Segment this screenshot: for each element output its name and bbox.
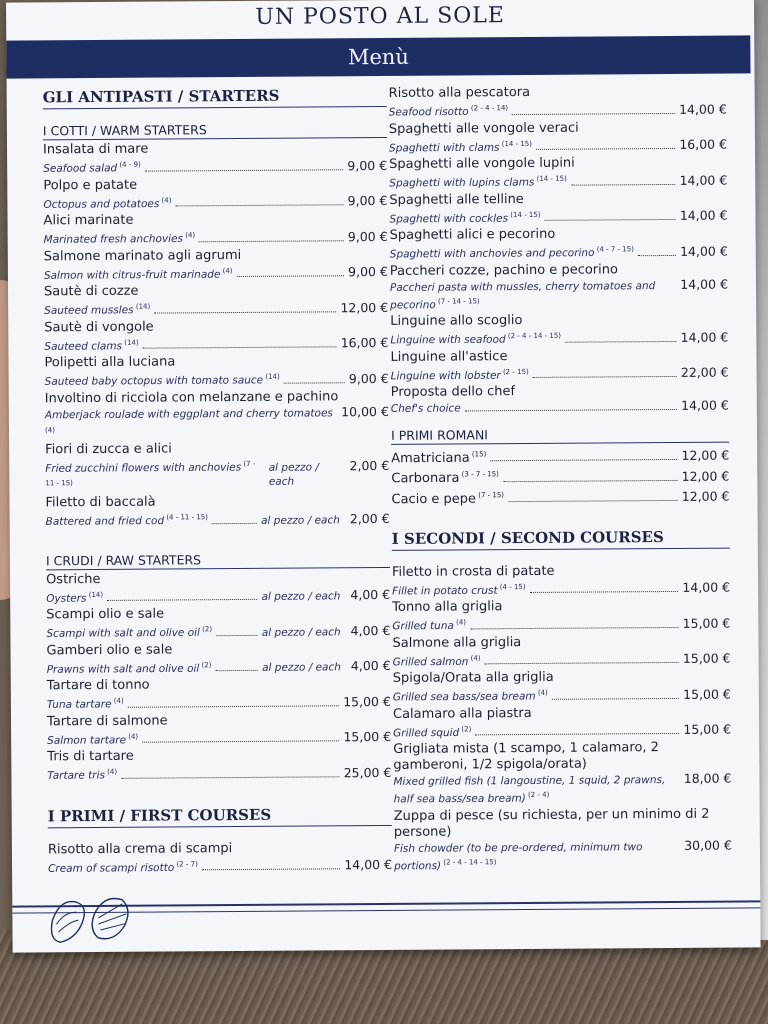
dish-line [393, 721, 731, 741]
dish-price: 18,00 € [683, 771, 732, 787]
dish-translation: Tartare tris $^{(4)}$ [47, 767, 118, 782]
allergen-codes: (4 - 11 - 15) [164, 513, 209, 522]
dish-price: 4,00 € [350, 586, 391, 603]
dish-price: 16,00 € [340, 334, 389, 351]
allergen-codes: (2 - 4) [525, 791, 550, 800]
dish-name: Cacio e pepe $^{(7 - 15)}$ [391, 490, 505, 507]
dish-price: 15,00 € [683, 722, 732, 738]
dish-price: 14,00 € [680, 329, 729, 345]
dish-name: Spigola/Orata alla griglia [392, 670, 554, 687]
dish-price: 4,00 € [350, 657, 391, 674]
dish-name: Proposta dello chef [390, 384, 516, 400]
dish-name: Risotto alla crema di scampi [47, 840, 233, 857]
allergen-codes: (3 - 7 - 15) [459, 470, 499, 479]
section-title-antipasti: GLI ANTIPASTI / STARTERS [43, 86, 387, 109]
dish-line [390, 242, 728, 262]
dish-name: Zuppa di pesce (su richiesta, per un minimo di 2 persone) [393, 806, 710, 840]
dish-price: 12,00 € [681, 447, 730, 464]
dish-line [390, 277, 728, 312]
allergen-codes: (2 - 7) [174, 859, 198, 868]
allergen-codes: (4) [182, 231, 196, 240]
dish-line [44, 262, 388, 282]
dish-line [392, 579, 730, 599]
dish-translation: Spaghetti with lupins clams $^{(14 - 15)}$ [389, 174, 567, 190]
dish-line [47, 763, 391, 783]
dish-price: 9,00 € [348, 263, 388, 280]
dot-leader [216, 634, 258, 635]
dish-translation: Salmon with citrus-fruit marinade $^{(4)}$ [43, 266, 233, 282]
dot-leader [552, 698, 679, 700]
dot-leader [536, 148, 675, 150]
dish-name: Filetto di baccalà [45, 494, 156, 511]
dot-leader [490, 459, 677, 461]
dish-price: 14,00 € [679, 172, 728, 188]
dish-name: Sautè di cozze [43, 283, 139, 300]
dish-translation: Spaghetti with anchovies and pecorino $^{(4 - 7 - 15)}$ [389, 245, 634, 261]
menu-item [48, 839, 392, 875]
allergen-codes: (4) [220, 266, 233, 275]
dish-translation: Spaghetti with clams $^{(14 - 15)}$ [388, 139, 533, 154]
menu-item [392, 634, 730, 670]
dot-leader [142, 740, 339, 742]
allergen-codes: (15) [469, 450, 487, 459]
dot-leader [145, 169, 344, 171]
allergen-codes: (4 - 15) [497, 582, 526, 592]
menu-sheet [6, 0, 761, 953]
menu-item [390, 312, 728, 348]
dish-line [393, 650, 731, 670]
dish-line [392, 614, 730, 634]
dish-name: Amatriciana $^{(15)}$ [391, 450, 487, 467]
subsection-title-romani: I PRIMI ROMANI [391, 426, 729, 445]
cotti-list [43, 140, 390, 529]
menu-item [47, 711, 391, 747]
dish-price: 16,00 € [679, 136, 728, 152]
dot-leader [470, 627, 679, 629]
dish-price: 9,00 € [347, 192, 388, 209]
dish-line [45, 404, 389, 440]
dish-price: 15,00 € [343, 693, 391, 709]
primi-cont-list [389, 84, 729, 416]
section-title-primi: I PRIMI / FIRST COURSES [48, 804, 392, 827]
allergen-codes: (4) [468, 654, 481, 663]
dish-line [47, 727, 391, 747]
dish-translation: Marinated fresh anchovies $^{(4)}$ [43, 231, 196, 246]
allergen-codes: (4) [111, 696, 124, 705]
dot-leader [215, 670, 258, 671]
seashell-illustration [42, 890, 137, 953]
dish-line [389, 100, 727, 120]
dot-leader [202, 868, 341, 870]
allergen-codes: (7 - 14 - 15) [435, 296, 480, 306]
dish-price: 25,00 € [343, 764, 392, 780]
per-piece-label: al pezzo / each [268, 460, 319, 488]
dish-line [47, 656, 391, 676]
dish-translation: Oysters $^{(14)}$ [46, 590, 104, 605]
right-column [389, 84, 733, 876]
dish-line [46, 509, 390, 529]
allergen-codes: (14 - 15) [508, 210, 541, 219]
menu-item [389, 84, 727, 120]
menu-item [392, 563, 730, 599]
dot-leader [237, 275, 345, 277]
dish-name: Polipetti alla luciana [44, 354, 176, 371]
dish-price: 2,00 € [349, 510, 390, 526]
dish-line [391, 363, 729, 383]
dish-price: 14,00 € [678, 101, 727, 117]
subsection-title-crudi: I CRUDI / RAW STARTERS [46, 550, 390, 569]
section-title-secondi: I SECONDI / SECOND COURSES [392, 528, 730, 551]
allergen-codes: (2 - 4 - 14 - 15) [505, 331, 562, 341]
dot-leader [175, 204, 343, 206]
dish-translation: Mixed grilled fish (1 langoustine, 1 squid, 2 prawns, half sea bass/sea bream) $^{(2 - 4)}$ [393, 774, 666, 806]
allergen-codes: (7 - 15) [475, 490, 505, 499]
dot-leader [533, 376, 677, 378]
per-piece-label: al pezzo / each [261, 590, 341, 603]
dot-leader [571, 183, 676, 185]
dish-price: 9,00 € [347, 228, 388, 244]
dot-leader [143, 346, 337, 348]
menu-item [390, 347, 728, 383]
dish-translation: Octopus and potatoes $^{(4)}$ [43, 195, 172, 211]
menu-item [44, 317, 388, 353]
dish-translation: Salmon tartare $^{(4)}$ [47, 732, 139, 747]
dish-translation: Grilled salmon $^{(4)}$ [392, 654, 481, 669]
per-piece-label: al pezzo / each [262, 661, 341, 674]
menu-item [44, 282, 388, 318]
allergen-codes: (4) [125, 732, 139, 741]
dish-price: 22,00 € [680, 364, 729, 380]
allergen-codes: (14) [133, 302, 151, 311]
allergen-codes: (14 - 15) [534, 174, 567, 183]
dish-name: Spaghetti alle telline [389, 191, 524, 208]
dot-leader [154, 311, 336, 313]
dish-name: Calamaro alla piastra [392, 705, 532, 722]
dish-price: 14,00 € [680, 276, 729, 292]
allergen-codes: (14) [86, 590, 104, 599]
menu-item [45, 493, 389, 529]
menu-item [389, 190, 727, 226]
dish-name: Grigliata mista (1 scampo, 1 calamaro, 2 gamberoni, 1/2 spigola/orata) [393, 740, 659, 774]
menu-item [394, 807, 732, 874]
allergen-codes: (2) [199, 660, 212, 669]
allergen-codes: (2) [199, 625, 213, 634]
romani-list [391, 445, 729, 508]
dish-price: 15,00 € [343, 728, 392, 745]
dish-translation: Linguine with lobster $^{(2 - 15)}$ [390, 367, 529, 382]
dish-line [393, 772, 731, 807]
dish-price: 15,00 € [683, 686, 731, 702]
menu-item [46, 640, 390, 676]
per-piece-label: al pezzo / each [261, 625, 341, 639]
menu-item [46, 569, 390, 605]
dot-leader [565, 340, 677, 342]
dish-translation: Grilled sea bass/sea bream $^{(4)}$ [392, 689, 548, 704]
dish-price: 9,00 € [348, 370, 389, 386]
menu-item [391, 445, 729, 468]
allergen-codes: (4) [159, 195, 172, 205]
dish-name: Ostriche [45, 571, 101, 587]
allergen-codes: (4 - 7 - 15) [594, 245, 634, 254]
allergen-codes: (4) [535, 689, 548, 698]
dot-leader [485, 662, 679, 664]
dish-translation: Tuna tartare $^{(4)}$ [46, 696, 124, 711]
allergen-codes: (4) [453, 618, 467, 627]
dish-translation: Seafood salad $^{(4 - 9)}$ [43, 160, 141, 175]
dish-line [389, 171, 727, 191]
allergen-codes: (2 - 4 - 14 - 15) [441, 858, 497, 867]
dish-name: Linguine allo scoglio [390, 313, 523, 329]
dish-translation: Sauteed clams $^{(14)}$ [44, 338, 139, 353]
dish-translation: Sauteed baby octopus with tomato sauce $^{(14)}$ [44, 372, 280, 388]
dot-leader [475, 733, 679, 735]
dot-leader [128, 705, 340, 707]
dish-line [390, 328, 728, 348]
dot-leader [199, 240, 344, 242]
dish-translation: Spaghetti with cockles $^{(14 - 15)}$ [389, 210, 541, 225]
menu-item [44, 353, 388, 389]
dish-line [45, 456, 389, 493]
dish-name: Risotto alla pescatora [388, 84, 531, 101]
dish-name: Tonno alla griglia [392, 599, 503, 616]
dish-price: 14,00 € [344, 856, 393, 873]
dish-line [44, 298, 388, 318]
dish-line [394, 839, 732, 874]
dish-price: 15,00 € [682, 615, 731, 631]
dish-name: Involtino di ricciola con melanzane e pachino [44, 388, 339, 406]
dish-translation: Scampi with salt and olive oil $^{(2)}$ [46, 625, 213, 640]
crudi-list [46, 569, 391, 782]
dish-name: Fiori di zucca e alici [45, 441, 172, 458]
dish-name: Spaghetti alle vongole lupini [389, 155, 575, 172]
menu-item [393, 669, 731, 705]
menu-item [43, 140, 387, 176]
dish-name: Scampi olio e sale [46, 606, 165, 623]
dish-translation: Battered and fried cod $^{(4 - 11 - 15)}$ [45, 513, 209, 528]
dish-translation: Chef's choice [390, 402, 461, 415]
menu-item [389, 119, 727, 155]
dish-translation: Paccheri pasta with mussles, cherry tomatoes and pecorino $^{(7 - 14 - 15)}$ [389, 279, 656, 311]
dot-leader [503, 480, 678, 482]
dish-line [43, 191, 387, 211]
dish-translation: Sauteed mussles $^{(14)}$ [44, 302, 151, 317]
menu-item [393, 705, 731, 741]
dish-translation: Seafood risotto $^{(2 - 4 - 14)}$ [388, 104, 509, 119]
restaurant-name: UN POSTO AL SOLE [255, 3, 506, 30]
dish-name: Spaghetti alici e pecorino [389, 226, 556, 243]
dish-translation: Grilled squid $^{(2)}$ [393, 725, 472, 740]
menu-item [393, 740, 731, 807]
menu-title-bar [6, 35, 750, 78]
allergen-codes: (4) [104, 767, 118, 776]
dish-line [48, 855, 392, 875]
dish-line [393, 685, 731, 705]
dish-line [46, 585, 390, 605]
menu-item [43, 175, 387, 211]
dish-line [391, 399, 729, 416]
dish-translation: Fish chowder (to be pre-ordered, minimum two portions) $^{(2 - 4 - 14 - 15)}$ [393, 841, 643, 873]
dish-price: 14,00 € [681, 397, 729, 413]
left-column [43, 86, 392, 877]
allergen-codes: (7 - 11 - 15) [45, 459, 256, 487]
dish-price: 14,00 € [679, 207, 728, 223]
dish-name: Gamberi olio e sale [46, 641, 173, 658]
dish-translation: Linguine with seafood $^{(2 - 4 - 14 - 15)}$ [390, 331, 562, 347]
menu-item [391, 485, 729, 508]
dish-line [389, 135, 727, 155]
dish-name: Filetto in crosta di patate [391, 563, 555, 580]
dot-leader [530, 591, 679, 593]
dish-price: 2,00 € [349, 457, 390, 473]
primi-list [48, 839, 392, 875]
dish-price: 14,00 € [682, 580, 731, 596]
dish-translation: Prawns with salt and olive oil $^{(2)}$ [46, 660, 212, 676]
dish-price: 9,00 € [347, 157, 388, 173]
allergen-codes: (2 - 15) [500, 367, 529, 376]
allergen-codes: (14) [121, 338, 139, 347]
dot-leader [465, 409, 677, 411]
dish-price: 12,00 € [340, 299, 389, 315]
dish-line [46, 621, 390, 641]
dot-leader [512, 112, 675, 114]
dish-name: Polpo e patate [43, 177, 138, 193]
menu-item [390, 226, 728, 262]
allergen-codes: (4) [44, 425, 55, 434]
menu-item [45, 388, 389, 440]
allergen-codes: (2) [459, 725, 472, 734]
menu-item [389, 155, 727, 191]
dish-name: Linguine all'astice [390, 348, 508, 365]
dish-line [47, 692, 391, 712]
menu-item [47, 747, 391, 783]
menu-item [391, 465, 729, 488]
per-piece-label: al pezzo / each [261, 513, 340, 527]
dot-leader [508, 500, 678, 502]
subsection-title-cotti: I COTTI / WARM STARTERS [43, 121, 387, 140]
dot-leader [121, 776, 340, 779]
allergen-codes: (14) [263, 372, 280, 381]
dish-name: Insalata di mare [42, 141, 149, 158]
allergen-codes: (4 - 9) [117, 160, 141, 169]
dish-translation: Amberjack roulade with eggplant and cherry tomatoes $^{(4)}$ [44, 406, 333, 434]
dish-name: Salmone alla griglia [392, 635, 522, 651]
dish-price: 10,00 € [341, 403, 389, 419]
dish-line [44, 227, 388, 247]
dish-translation: Fried zucchini flowers with anchovies $^{(7 - 11 - 15)}$ [45, 459, 256, 487]
menu-item [44, 246, 388, 282]
secondi-list [392, 563, 732, 874]
dish-name: Tartare di salmone [46, 713, 168, 729]
dish-name: Tris di tartare [47, 748, 134, 765]
dot-leader [212, 522, 257, 523]
dish-price: 12,00 € [681, 468, 730, 484]
dot-leader [284, 382, 345, 383]
dish-name: Paccheri cozze, pachino e pecorino [389, 261, 618, 279]
dish-line [44, 333, 388, 353]
menu-item [46, 605, 390, 641]
menu-item [391, 383, 729, 416]
dish-price: 15,00 € [682, 651, 731, 667]
allergen-codes: (14 - 15) [499, 139, 533, 148]
dish-name: Salmone marinato agli agrumi [43, 247, 242, 264]
dish-price: 14,00 € [679, 243, 728, 259]
dish-translation: Cream of scampi risotto $^{(2 - 7)}$ [48, 859, 198, 875]
dot-leader [107, 599, 258, 601]
dish-price: 4,00 € [350, 622, 391, 638]
menu-item [43, 211, 387, 247]
menu-title: Menù [347, 44, 409, 70]
dish-name: Alici marinate [43, 212, 134, 229]
dish-name: Sautè di vongole [44, 319, 154, 335]
menu-item [390, 261, 728, 312]
dish-translation: Grilled tuna $^{(4)}$ [392, 618, 467, 633]
dot-leader [638, 254, 676, 255]
menu-item [47, 676, 391, 712]
dish-price: 30,00 € [684, 837, 732, 853]
dish-line [389, 206, 727, 226]
dish-translation: Fillet in potato crust $^{(4 - 15)}$ [392, 582, 526, 598]
dish-line [43, 156, 387, 176]
menu-item [392, 598, 730, 634]
dot-leader [545, 219, 676, 221]
menu-item [45, 440, 389, 493]
dish-line [45, 369, 389, 389]
allergen-codes: (2 - 4 - 14) [468, 104, 509, 113]
dish-name: Carbonara $^{(3 - 7 - 15)}$ [391, 470, 499, 487]
dish-name: Tartare di tonno [46, 677, 150, 694]
dish-name: Spaghetti alle vongole veraci [388, 120, 579, 137]
dish-price: 12,00 € [681, 488, 730, 504]
